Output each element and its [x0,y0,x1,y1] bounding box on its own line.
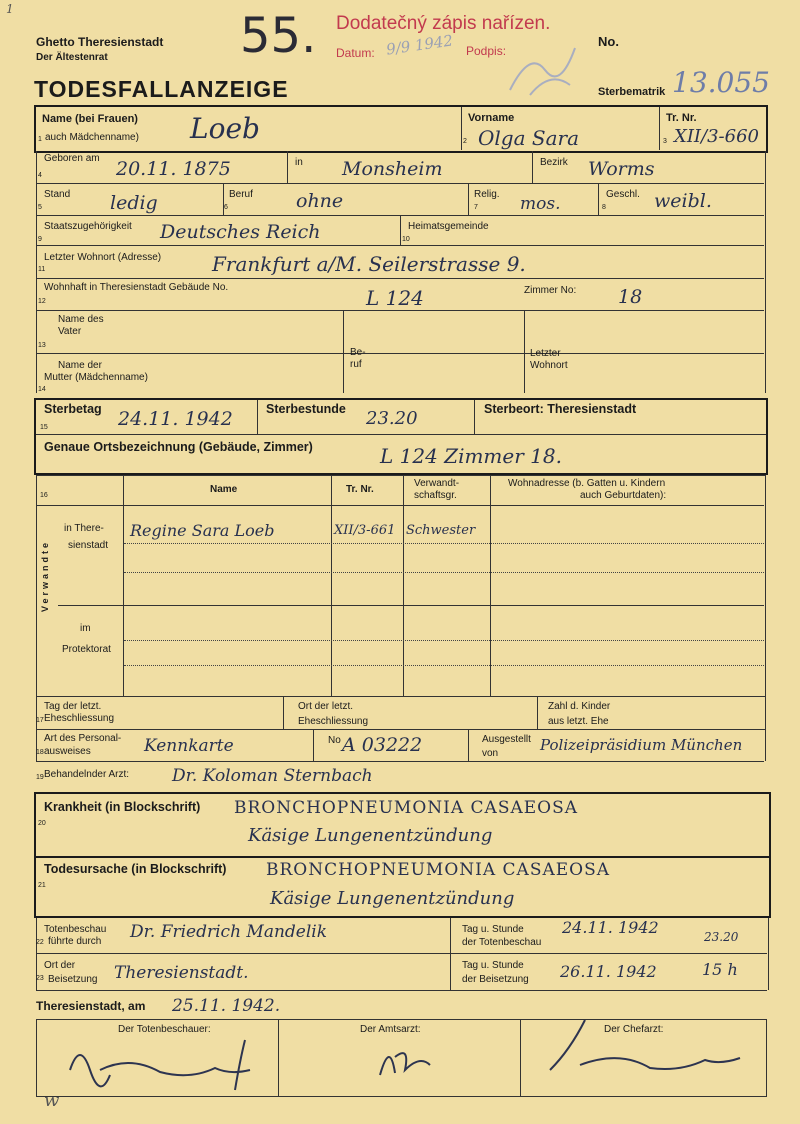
beisetzung-label-2: Beisetzung [48,974,98,985]
marriage-kinder-label-1: Zahl d. Kinder [548,701,611,712]
sterbestunde-label: Sterbestunde [266,402,346,416]
geboren-value: 20.11. 1875 [116,158,231,180]
marriage-tag-label-2: Eheschliessung [44,713,115,724]
relative-verw: Schwester [406,523,476,538]
stamp-signature-label: Podpis: [466,44,507,58]
relatives-table [36,475,766,697]
beisetzung-tag-label-2: der Beisetzung [462,974,529,985]
mutter-label-2: Mutter (Mädchenname) [44,372,148,383]
gebaeude-label: Wohnhaft in Theresienstadt Gebäude No. [44,282,229,293]
death-notice-form: 1 Ghetto Theresienstadt Der Ältestenrat TODESFALLANZEIGE 55. Dodatečný zápis nařízen. Datum: Podpis: 9/9 1942 No. Sterbematrik 13.055 Name (bei Frauen) 1 auch Mädchenname) Loeb Vorname 2 Olga Sara Tr. Nr. 3 XII/3-660 Geboren am 4 20.11. 1875 in Monsheim Bezirk Worms Stand 5 ledig Beruf 6 ohne Relig. 7 mos. Geschl. 8 weibl. Staatszugehörigkeit 9 Deutsches Reich Heimatsgemeinde 10 Letzter Wohnort (Adresse) 11 Frankfurt a/M. Seilerstrasse 9. Wohnhaft in Theresienstadt Gebäude No. 12 L 124 Zimmer No: 18 Name des Vater 13 Name der Mutter (Mädchenname) 14 Be- ruf Letzter Wohnort Sterbetag 15 24.11. 1942 Sterbestunde 23.20 Sterbeort: Theresienstadt Genaue Ortsbezeichnung (Gebäude, Zimmer) L 124 Zimmer 18. 16 Name Tr. Nr. Verwandt- schaftsgr. Wohnadresse (b. Gatten u. Kindern auch Geburtdaten): Verwandte in There- sienstadt im Protektorat Regine Sara Loeb XII/3-661 Schwester Tag der letzt. 17 Eheschliessung Ort der letzt. Eheschliessung Zahl d. Kinder aus letzt. Ehe Art des Personal- 18 ausweises Kennkarte No A 03222 Ausgestellt von Polizeipräsidium München 19 Behandelnder Arzt: Dr. Koloman Sternbach Krankheit (in Blockschrift) 20 BRONCHOPNEUMONIA CASAEOSA Käsige Lungenentzündung Todesursache (in Blockschrift) 21 BRONCHOPNEUMONIA CASAEOSA Käsige Lungenentzündung Totenbeschau 22 führte durch Dr. Friedrich Mandelik Tag u. Stunde der Totenbeschau 24.11. 1942 23.20 Ort der 23 Beisetzung Theresienstadt. Tag u. Stunde der Beisetzung 26.11. 1942 15 h Theresienstadt, am 25.11. 1942. Der Totenbeschauer: Der Amtsarzt: Der Chefarzt: w [0,0,800,1124]
marriage-tag-label-1: Tag der letzt. [44,701,102,712]
page-number-handwritten: 55. [240,8,317,64]
staat-label: Staatszugehörigkeit [44,221,132,232]
stand-value: ledig [110,192,158,214]
col-wohn-2: auch Geburtdaten): [580,490,667,501]
vorname-label: Vorname [468,112,515,124]
corner-mark: w [44,1090,60,1111]
col-wohn-1: Wohnadresse (b. Gatten u. Kindern [508,478,666,489]
id-ausgestellt-label-2: von [482,748,499,759]
beruf-value: ohne [296,190,344,212]
sig2-label: Der Amtsarzt: [360,1024,421,1035]
krankheit-value-1: BRONCHOPNEUMONIA CASAEOSA [234,798,579,818]
marriage-ort-label-1: Ort der letzt. [298,701,354,712]
beschau-tag-label-2: der Totenbeschau [462,937,542,948]
sterbetag-value: 24.11. 1942 [118,408,233,430]
col-verw-1: Verwandt- [414,478,460,489]
bezirk-label: Bezirk [540,157,568,168]
krankheit-value-2: Käsige Lungenentzündung [248,825,493,846]
register-value: 13.055 [672,66,770,99]
relative-trnr: XII/3-661 [334,523,396,538]
ort-value: L 124 Zimmer 18. [380,444,562,468]
id-art-label-1: Art des Personal- [44,733,122,744]
place-date-label: Theresienstadt, am [36,999,146,1013]
geschl-label: Geschl. [606,189,640,200]
group1-label-2: sienstadt [68,540,109,551]
id-art-label-2: ausweises [44,746,91,757]
register-label: Sterbematrik [598,86,666,98]
beschau-label-2: führte durch [48,936,102,947]
wohnort-value: Frankfurt a/M. Seilerstrasse 9. [212,252,526,276]
org-line-2: Der Ältestenrat [36,52,108,63]
gebaeude-value: L 124 [366,286,424,310]
sterbeort-label: Sterbeort: Theresienstadt [484,402,637,416]
zimmer-label: Zimmer No: [524,285,577,296]
beisetzung-label-1: Ort der [44,960,76,971]
col-trnr: Tr. Nr. [346,484,374,495]
top-margin-mark: 1 [6,2,14,16]
ort-label: Genaue Ortsbezeichnung (Gebäude, Zimmer) [44,440,313,454]
vater-label-2: Vater [58,326,82,337]
geboren-label: Geboren am [44,153,100,164]
name-box [34,105,768,153]
relatives-side-label: Verwandte [40,540,50,613]
vorname-value: Olga Sara [478,126,579,150]
form-title: TODESFALLANZEIGE [34,76,289,102]
krankheit-label: Krankheit (in Blockschrift) [44,800,201,814]
id-ausgestellt-label-1: Ausgestellt [482,734,531,745]
ursache-value-2: Käsige Lungenentzündung [270,888,515,909]
sig1-label: Der Totenbeschauer: [118,1024,211,1035]
ursache-label: Todesursache (in Blockschrift) [44,862,227,876]
beruf-label: Beruf [229,189,253,200]
beisetzung-tag-label-1: Tag u. Stunde [462,960,524,971]
in-label: in [295,157,303,168]
beschau-tag-label-1: Tag u. Stunde [462,924,524,935]
letzter-label-1: Letzter [530,348,561,359]
stamp-date-value: 9/9 1942 [385,31,455,59]
group2-label-2: Protektorat [62,644,111,655]
beschau-tag-value: 24.11. 1942 [562,918,659,937]
name-value: Loeb [190,112,260,145]
name-sublabel: auch Mädchenname) [45,132,139,143]
beruf2-label-1: Be- [350,347,366,358]
org-line-1: Ghetto Theresienstadt [36,35,164,49]
name-label: Name (bei Frauen) [42,113,138,125]
arzt-value: Dr. Koloman Sternbach [172,766,373,786]
stand-label: Stand [44,189,71,200]
sterbetag-label: Sterbetag [44,402,102,416]
beschau-label-1: Totenbeschau [44,924,107,935]
trnr-label: Tr. Nr. [666,112,697,124]
sterbestunde-value: 23.20 [366,408,418,429]
sig3-label: Der Chefarzt: [604,1024,664,1035]
id-art-value: Kennkarte [144,736,234,756]
col-verw-2: schaftsgr. [414,490,457,501]
beschau-stunde-value: 23.20 [704,930,739,944]
sig3-signature [530,1010,760,1090]
relig-label: Relig. [474,189,500,200]
beschau-value: Dr. Friedrich Mandelik [130,922,328,942]
beisetzung-value: Theresienstadt. [114,963,249,983]
vater-label-1: Name des [58,314,104,325]
wohnort-label: Letzter Wohnort (Adresse) [44,252,162,263]
stamp-title: Dodatečný zápis nařízen. [336,13,551,34]
beisetzung-tag-value: 26.11. 1942 [560,962,657,981]
trnr-value: XII/3-660 [674,126,759,147]
id-no-value: A 03222 [342,734,423,756]
staat-value: Deutsches Reich [160,221,321,243]
stamp-signature-mark [500,40,590,100]
relative-name: Regine Sara Loeb [130,521,275,540]
ursache-value-1: BRONCHOPNEUMONIA CASAEOSA [266,860,611,880]
geschl-value: weibl. [654,190,712,212]
mutter-label-1: Name der [58,360,102,371]
zimmer-value: 18 [618,286,643,308]
arzt-label: Behandelnder Arzt: [44,769,130,780]
group2-label-1: im [80,623,91,634]
id-no-label: No [328,735,341,746]
beisetzung-stunde-value: 15 h [702,960,738,979]
marriage-ort-label-2: Eheschliessung [298,716,369,727]
letzter-label-2: Wohnort [530,360,568,371]
sig2-signature [360,1035,450,1085]
id-ausgestellt-value: Polizeipräsidium München [540,736,743,754]
stamp-date-label: Datum: [336,46,375,60]
relig-value: mos. [520,194,561,214]
sig1-signature [40,1030,270,1100]
group1-label-1: in There- [64,523,104,534]
in-value: Monsheim [342,158,443,180]
marriage-kinder-label-2: aus letzt. Ehe [548,716,609,727]
place-date-value: 25.11. 1942. [172,996,281,1016]
beruf2-label-2: ruf [350,359,362,370]
no-label: No. [598,34,619,49]
bezirk-value: Worms [588,158,655,180]
col-name: Name [210,484,238,495]
heimat-label: Heimatsgemeinde [408,221,489,232]
